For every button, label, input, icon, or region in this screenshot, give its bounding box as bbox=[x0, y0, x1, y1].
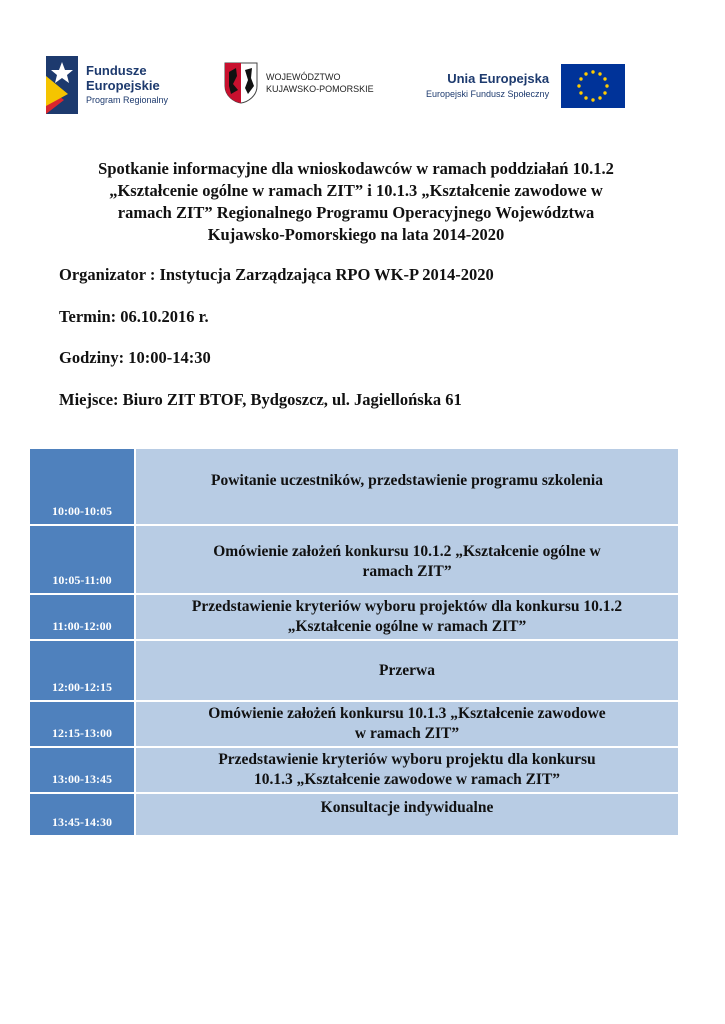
unia-europejska-logo bbox=[426, 64, 625, 108]
schedule-desc-line2: 10.1.3 „Kształcenie zawodowe w ramach ZIT” bbox=[253, 771, 561, 788]
schedule-desc bbox=[136, 595, 678, 639]
fe-line1: Fundusze bbox=[86, 63, 147, 78]
title-line-3: ramach ZIT” Regionalnego Programu Operacyjnego Województwa bbox=[117, 203, 595, 222]
schedule-row bbox=[30, 449, 678, 526]
fe-line3: Program Regionalny bbox=[86, 95, 169, 105]
schedule-desc-line1: Konsultacje indywidualne bbox=[320, 799, 494, 816]
schedule-desc-line2: „Kształcenie ogólne w ramach ZIT” bbox=[287, 618, 527, 635]
schedule-desc-line2: w ramach ZIT” bbox=[354, 725, 460, 742]
place-line: Miejsce: Biuro ZIT BTOF, Bydgoszcz, ul. Jagiellońska 61 bbox=[59, 390, 462, 409]
schedule-desc-line1: Omówienie założeń konkursu 10.1.2 „Kształcenie ogólne w bbox=[213, 543, 601, 560]
kp-line1: WOJEWÓDZTWO bbox=[266, 72, 341, 82]
title-line-2: „Kształcenie ogólne w ramach ZIT” i 10.1.3 „Kształcenie zawodowe w bbox=[109, 181, 603, 200]
title-line-4: Kujawsko-Pomorskiego na lata 2014-2020 bbox=[207, 225, 505, 244]
logo-bar bbox=[0, 52, 725, 114]
schedule-desc-line1: Omówienie założeń konkursu 10.1.3 „Kształcenie zawodowe bbox=[208, 705, 606, 722]
fundusze-europejskie-logo bbox=[46, 56, 168, 114]
schedule-time: 12:15-13:00 bbox=[30, 702, 136, 746]
schedule-time: 10:05-11:00 bbox=[30, 526, 136, 593]
kp-line2: KUJAWSKO-POMORSKIE bbox=[266, 84, 374, 94]
schedule-desc bbox=[136, 748, 678, 792]
ue-line2: Europejski Fundusz Społeczny bbox=[426, 89, 550, 99]
schedule-time: 10:00-10:05 bbox=[30, 449, 136, 524]
schedule-row bbox=[30, 702, 678, 748]
schedule-desc-line1: Przerwa bbox=[379, 662, 435, 679]
schedule-desc bbox=[136, 449, 678, 524]
schedule-desc bbox=[136, 526, 678, 593]
document-title bbox=[56, 158, 656, 246]
schedule-desc bbox=[136, 794, 678, 835]
schedule-desc bbox=[136, 702, 678, 746]
schedule-desc-line1: Przedstawienie kryteriów wyboru projektu dla konkursu bbox=[218, 751, 596, 768]
schedule-time: 13:45-14:30 bbox=[30, 794, 136, 835]
schedule-row bbox=[30, 794, 678, 835]
fe-star-icon bbox=[46, 56, 78, 114]
schedule-desc-line2: ramach ZIT” bbox=[362, 563, 452, 580]
schedule-time: 13:00-13:45 bbox=[30, 748, 136, 792]
schedule-row bbox=[30, 595, 678, 641]
kujawsko-pomorskie-logo bbox=[224, 62, 374, 104]
title-line-1: Spotkanie informacyjne dla wnioskodawców w ramach poddziałań 10.1.2 bbox=[98, 159, 614, 178]
ue-line1: Unia Europejska bbox=[447, 71, 550, 86]
schedule-time: 12:00-12:15 bbox=[30, 641, 136, 700]
fe-line2: Europejskie bbox=[86, 78, 160, 93]
coat-of-arms-icon bbox=[224, 62, 258, 104]
schedule-desc-line1: Przedstawienie kryteriów wyboru projektów dla konkursu 10.1.2 bbox=[191, 598, 623, 615]
schedule-row bbox=[30, 748, 678, 794]
schedule-table bbox=[30, 449, 678, 835]
date-line: Termin: 06.10.2016 r. bbox=[59, 307, 209, 326]
schedule-row bbox=[30, 641, 678, 702]
schedule-desc bbox=[136, 641, 678, 700]
schedule-row bbox=[30, 526, 678, 595]
organizer-line: Organizator : Instytucja Zarządzająca RPO WK-P 2014-2020 bbox=[59, 265, 494, 284]
schedule-time: 11:00-12:00 bbox=[30, 595, 136, 639]
schedule-desc-line1: Powitanie uczestników, przedstawienie programu szkolenia bbox=[211, 472, 603, 489]
eu-flag-icon bbox=[561, 64, 625, 108]
hours-line: Godziny: 10:00-14:30 bbox=[59, 348, 211, 367]
